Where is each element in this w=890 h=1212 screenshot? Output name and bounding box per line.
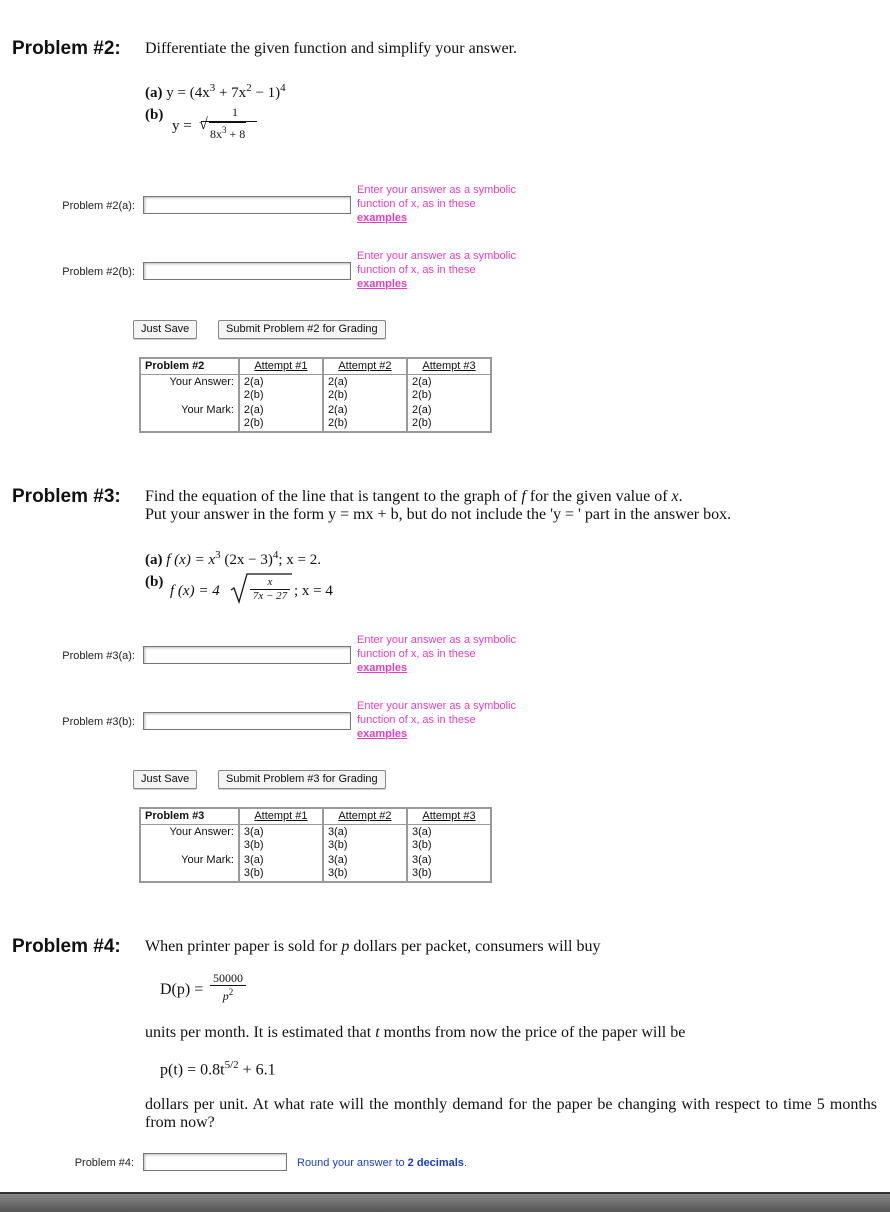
examples-link[interactable]: examples — [357, 212, 408, 224]
problem-2b-answer-input[interactable] — [143, 262, 351, 280]
problem-2a-expression: (a) $y = (4x^3 + 7x^2 - 1)^4$ — [145, 82, 286, 101]
problem-4-text: When printer paper is sold for p dollars per packet, consumers will buy — [145, 938, 601, 955]
problem-3b-sqrt: x 7x − 27 — [230, 572, 292, 606]
problem-3b-hint: Enter your answer as a symbolic function of x, as in these examples — [357, 700, 516, 740]
demand-formula-lhs: D(p) = — [160, 981, 204, 998]
your-answer-label: Your Answer: — [169, 376, 234, 388]
problem-3b-label: (b) — [145, 574, 164, 590]
examples-link[interactable]: examples — [357, 662, 408, 674]
attempt-2-header: Attempt #2 — [323, 808, 407, 825]
problem-4-heading: Problem #4: — [12, 936, 121, 957]
problem-3b-input-label: Problem #3(b): — [62, 716, 135, 728]
table-corner: Problem #3 — [140, 808, 239, 825]
problem-3-heading: Problem #3: — [12, 486, 121, 507]
problem-2b-expression — [145, 108, 163, 125]
problem-2b-hint: Enter your answer as a symbolic function of x, as in these examples — [357, 250, 516, 290]
your-mark-label: Your Mark: — [181, 854, 234, 866]
round-hint: Round your answer to 2 decimals. — [297, 1157, 467, 1169]
problem-2-attempts-table: Problem #2 Attempt #1 Attempt #2 Attempt #3 Your Answer: 2(a) 2(b) 2(a) 2(b) 2(a) 2(b) Your Mark: 2(a) 2(b) 2(a) 2(b) 2(a) 2(b) — [139, 357, 492, 433]
problem-3-attempts-table: Problem #3 Attempt #1 Attempt #2 Attempt #3 Your Answer: 3(a) 3(b) 3(a) 3(b) 3(a) 3(b) Your Mark: 3(a) 3(b) 3(a) 3(b) 3(a) 3(b) — [139, 807, 492, 883]
problem-2b-fraction: 1 √ $8x^3 + 8$ — [199, 106, 259, 122]
examples-link[interactable]: examples — [357, 728, 408, 740]
submit-problem-3-button[interactable]: Submit Problem #3 for Grading — [218, 770, 386, 789]
attempt-2-header: Attempt #2 — [323, 358, 407, 375]
price-formula: $p(t) = 0.8t^{5/2} + 6.1$ — [160, 1059, 276, 1079]
just-save-button[interactable]: Just Save — [133, 320, 197, 339]
problem-2b-label: Problem #2(b): — [62, 266, 135, 278]
attempt-3-header: Attempt #3 — [407, 358, 491, 375]
attempt-1-header: Attempt #1 — [239, 808, 323, 825]
just-save-button[interactable]: Just Save — [133, 770, 197, 789]
table-corner: Problem #2 — [140, 358, 239, 375]
problem-4-text-3: dollars per unit. At what rate will the monthly demand for the paper be changing with respect to time 5 months from now? — [145, 1096, 877, 1131]
problem-3b-answer-input[interactable] — [143, 712, 351, 730]
problem-3a-expression: (a) f $(x) = x^3$ $(2x - 3)^4$; x = 2. — [145, 549, 321, 568]
problem-4-answer-input[interactable] — [143, 1153, 287, 1171]
problem-3b-lhs: f (x) = 4 — [170, 583, 220, 599]
problem-2-text: Differentiate the given function and simplify your answer. — [145, 40, 518, 57]
problem-2-heading: Problem #2: — [12, 38, 121, 59]
attempt-1-header: Attempt #1 — [239, 358, 323, 375]
your-mark-label: Your Mark: — [181, 404, 234, 416]
problem-3a-answer-input[interactable] — [143, 646, 351, 664]
examples-link[interactable]: examples — [357, 278, 408, 290]
problem-2a-answer-input[interactable] — [143, 196, 351, 214]
problem-3a-hint: Enter your answer as a symbolic function of x, as in these examples — [357, 634, 516, 674]
part-b-label: (b) — [145, 107, 164, 123]
sqrt-symbol: √ — [199, 116, 208, 133]
problem-3b-rhs: ; x = 4 — [294, 583, 333, 599]
problem-3-text-line2: Put your answer in the form y = mx + b, but do not include the 'y = ' part in the answer box. — [145, 506, 732, 523]
footer-bar — [0, 1194, 890, 1212]
problem-3-text-line1: Find the equation of the line that is tangent to the graph of f for the given value of x. — [145, 488, 683, 505]
problem-4-label: Problem #4: — [74, 1157, 134, 1169]
problem-2a-label: Problem #2(a): — [62, 200, 135, 212]
submit-problem-2-button[interactable]: Submit Problem #2 for Grading — [218, 320, 386, 339]
part-a-label: (a) — [145, 85, 163, 101]
attempt-3-header: Attempt #3 — [407, 808, 491, 825]
problem-4-text-2: units per month. It is estimated that t months from now the price of the paper will be — [145, 1024, 686, 1041]
problem-3a-label: Problem #3(a): — [62, 650, 135, 662]
problem-2b-lhs: y = — [172, 118, 192, 134]
demand-fraction: 50000 $p^2$ — [210, 972, 246, 1002]
problem-2a-hint: Enter your answer as a symbolic function of x, as in these examples — [357, 184, 516, 224]
your-answer-label: Your Answer: — [169, 826, 234, 838]
